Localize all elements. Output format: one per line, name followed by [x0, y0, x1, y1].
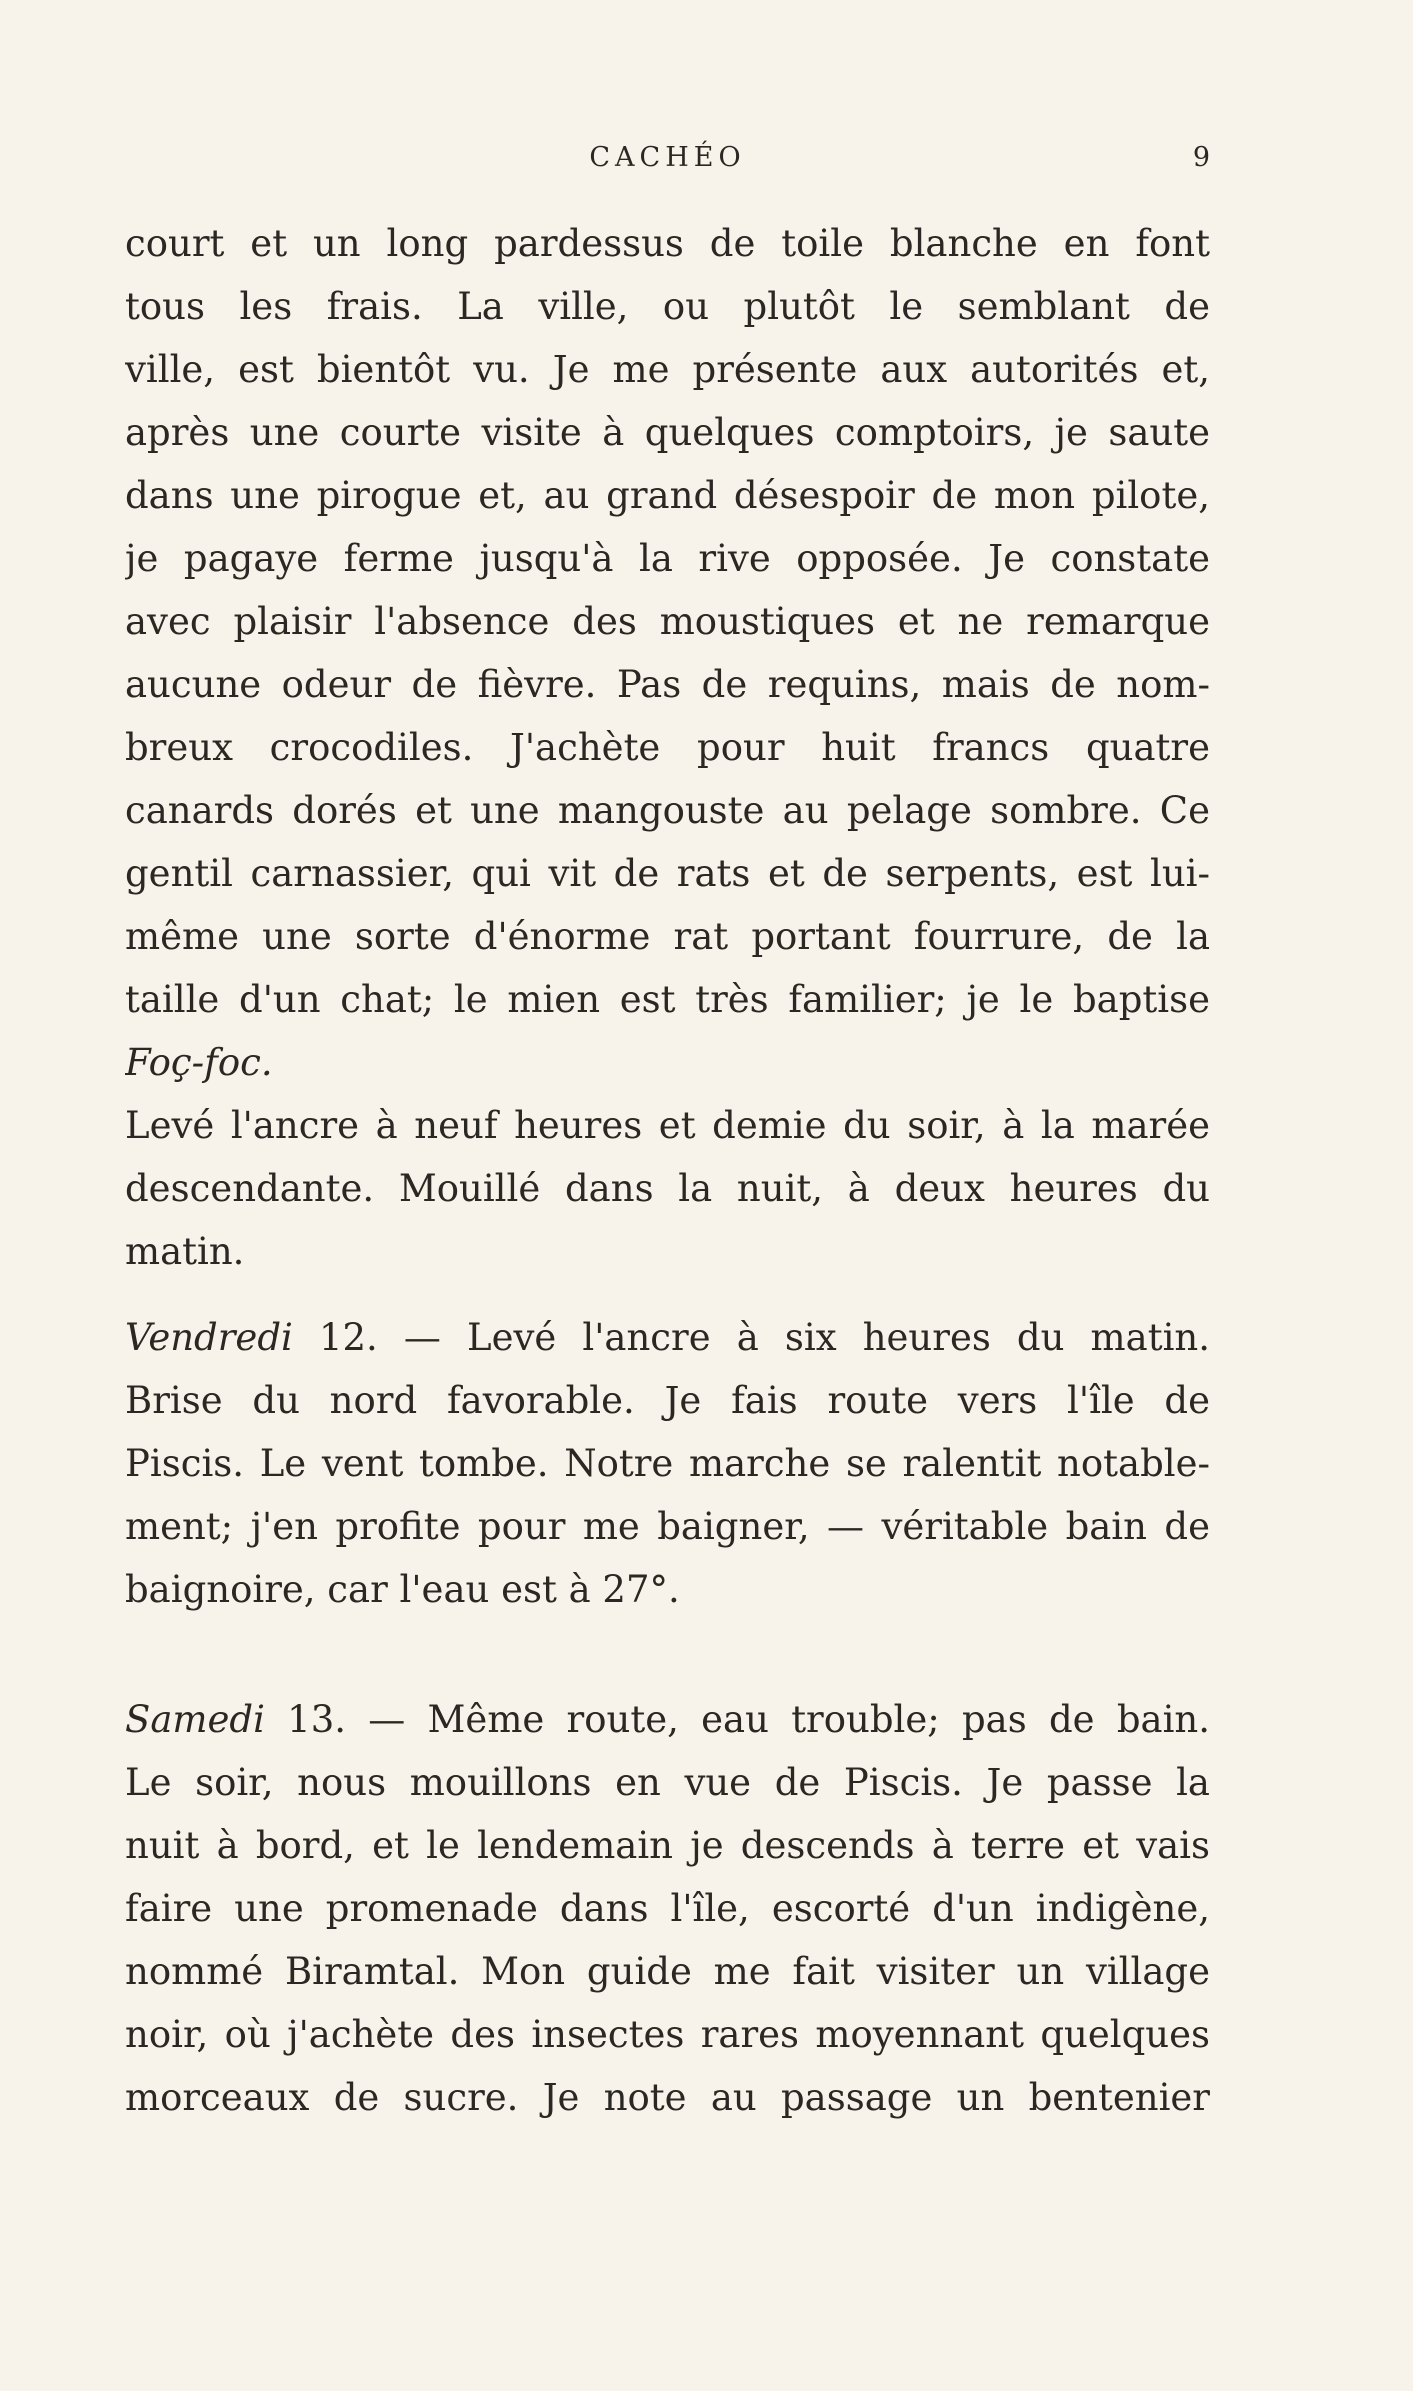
text-line: Le soir, nous mouillons en vue de Piscis. Je passe la — [125, 1761, 1210, 1804]
text-line: baignoire, car l'eau est à 27°. — [125, 1568, 680, 1611]
text-line: ment; j'en profite pour me baigner, — véritable bain de — [125, 1505, 1210, 1548]
chapter-title: CACHÉO — [589, 142, 746, 173]
text-line: même une sorte d'énorme rat portant fourrure, de la — [125, 915, 1210, 958]
entry-text: 12. — Levé l'ancre à six heures du matin. — [318, 1316, 1210, 1359]
text-line: faire une promenade dans l'île, escorté d'un indigène, — [125, 1887, 1210, 1930]
text-line: dans une pirogue et, au grand désespoir de mon pilote, — [125, 474, 1210, 517]
text-line: court et un long pardessus de toile blanche en font — [125, 222, 1210, 265]
text-line: morceaux de sucre. Je note au passage un bentenier — [125, 2076, 1210, 2119]
text-line: Levé l'ancre à neuf heures et demie du soir, à la marée — [125, 1104, 1210, 1147]
text-line: nommé Biramtal. Mon guide me fait visiter un village — [125, 1950, 1210, 1993]
text-line: Piscis. Le vent tombe. Notre marche se ralentit notable- — [125, 1442, 1210, 1485]
text-line: avec plaisir l'absence des moustiques et ne remarque — [125, 600, 1210, 643]
text-line: taille d'un chat; le mien est très familier; je le baptise — [125, 978, 1210, 1021]
diary-entry-vendredi — [125, 1306, 1210, 1621]
text-line: aucune odeur de fièvre. Pas de requins, mais de nom- — [125, 663, 1210, 706]
text-line: canards dorés et une mangouste au pelage sombre. Ce — [125, 789, 1210, 832]
diary-entry-samedi — [125, 1688, 1210, 2129]
text-line: gentil carnassier, qui vit de rats et de serpents, est lui- — [125, 852, 1210, 895]
page-number: 9 — [1192, 142, 1210, 173]
text-line: noir, où j'achète des insectes rares moyennant quelques — [125, 2013, 1210, 2056]
running-header — [125, 142, 1210, 182]
text-line: tous les frais. La ville, ou plutôt le semblant de — [125, 285, 1210, 328]
pet-name: Foç-foc. — [125, 1041, 273, 1084]
text-line — [125, 1306, 1210, 1369]
text-line — [125, 1688, 1210, 1751]
entry-text: 13. — Même route, eau trouble; pas de bain. — [287, 1698, 1210, 1741]
text-line: nuit à bord, et le lendemain je descends à terre et vais — [125, 1824, 1210, 1867]
day-heading: Vendredi — [125, 1316, 293, 1359]
paragraph-continuation — [125, 212, 1210, 1283]
text-line: je pagaye ferme jusqu'à la rive opposée. Je constate — [125, 537, 1210, 580]
text-line: après une courte visite à quelques comptoirs, je saute — [125, 411, 1210, 454]
text-line: ville, est bientôt vu. Je me présente aux autorités et, — [125, 348, 1210, 391]
text-line: breux crocodiles. J'achète pour huit francs quatre — [125, 726, 1210, 769]
text-line-italic — [125, 1031, 1210, 1094]
text-line: matin. — [125, 1230, 245, 1273]
text-line: Brise du nord favorable. Je fais route vers l'île de — [125, 1379, 1210, 1422]
day-heading: Samedi — [125, 1698, 265, 1741]
text-line: descendante. Mouillé dans la nuit, à deux heures du — [125, 1167, 1210, 1210]
